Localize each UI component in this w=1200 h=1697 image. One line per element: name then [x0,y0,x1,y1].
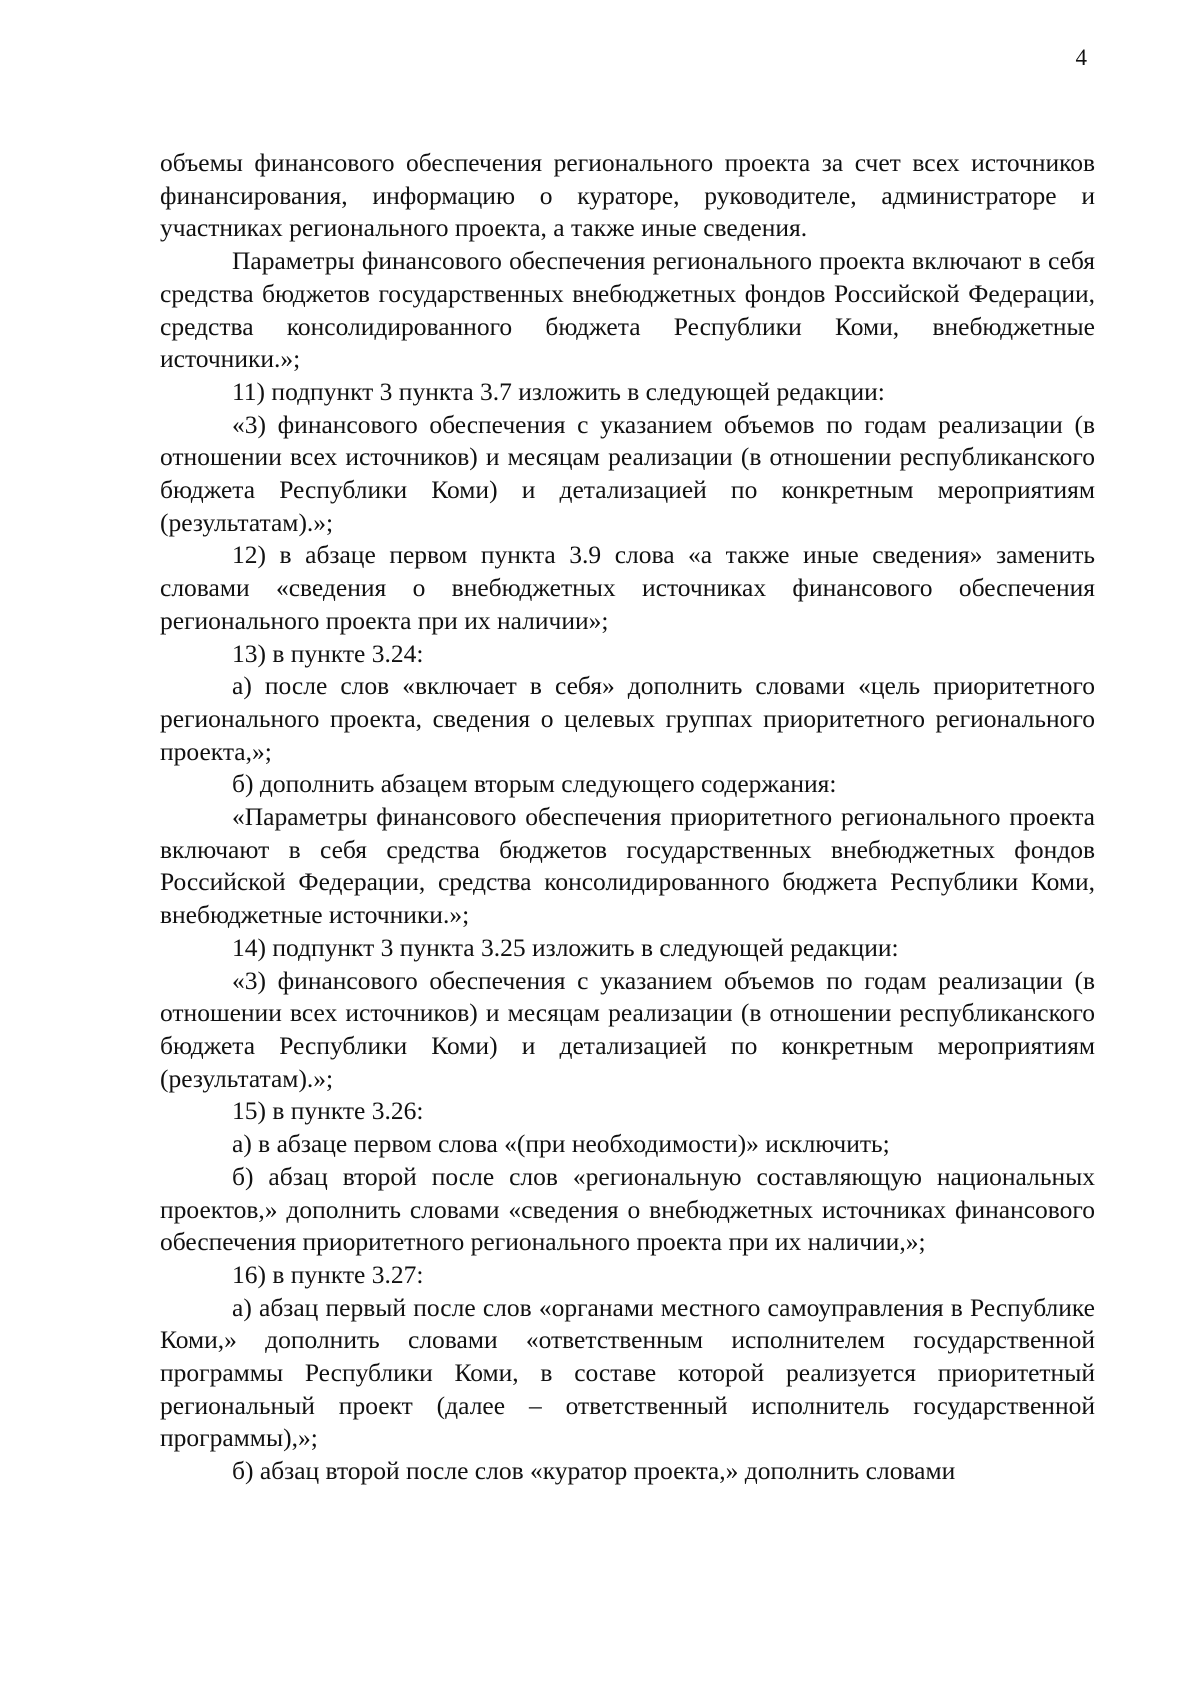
paragraph-item-14: 14) подпункт 3 пункта 3.25 изложить в следующей редакции: [232,932,899,962]
paragraph-item-15-a: а) в абзаце первом слова «(при необходимости)» исключить; [232,1129,890,1159]
paragraph-item-16-a: а) абзац первый после слов «органами местного самоуправления в Республике Коми,» дополнить словами «ответственным исполнителем государственной программы Республики Коми, в составе которой реализуется приоритетный региональный проект (далее – ответственный исполнитель государственной программы),»; [160,1292,1095,1453]
paragraph-item-16: 16) в пункте 3.27: [232,1259,424,1289]
paragraph-item-15-b: б) абзац второй после слов «региональную составляющую национальных проектов,» дополнить словами «сведения о внебюджетных источниках финансового обеспечения приоритетного регионального проекта при их наличии,»; [160,1161,1095,1257]
paragraph-item-13-b: б) дополнить абзацем вторым следующего содержания: [232,769,837,799]
paragraph-item-13-b-text: «Параметры финансового обеспечения приоритетного регионального проекта включают в себя средства бюджетов государственных внебюджетных фондов Российской Федерации, средства консолидированного бюджета Республики Коми, внебюджетные источники.»; [160,802,1095,930]
paragraph-item-13: 13) в пункте 3.24: [232,638,424,668]
paragraph-item-14-text: «3) финансового обеспечения с указанием объемов по годам реализации (в отношении всех источников) и месяцам реализации (в отношении республиканского бюджета Республики Коми) и детализацией по конкретным мероприятиям (результатам).»; [160,965,1095,1093]
paragraph-item-12: 12) в абзаце первом пункта 3.9 слова «а также иные сведения» заменить словами «сведения о внебюджетных источниках финансового обеспечения регионального проекта при их наличии»; [160,540,1095,635]
paragraph-item-16-b: б) абзац второй после слов «куратор проекта,» дополнить словами [232,1456,956,1486]
paragraph-item-11: 11) подпункт 3 пункта 3.7 изложить в следующей редакции: [232,376,885,406]
paragraph-financing-parameters: Параметры финансового обеспечения регионального проекта включают в себя средства бюджетов государственных внебюджетных фондов Российской Федерации, средства консолидированного бюджета Республики Коми, внебюджетные источники.»; [160,246,1095,374]
paragraph-item-15: 15) в пункте 3.26: [232,1096,424,1126]
paragraph-item-11-text: «3) финансового обеспечения с указанием объемов по годам реализации (в отношении всех источников) и месяцам реализации (в отношении республиканского бюджета Республики Коми) и детализацией по конкретным мероприятиям (результатам).»; [160,409,1095,537]
paragraph-item-13-a: а) после слов «включает в себя» дополнить словами «цель приоритетного регионального проекта, сведения о целевых группах приоритетного регионального проекта,»; [160,671,1095,766]
page-number: 4 [1075,45,1087,70]
paragraph-continuation: объемы финансового обеспечения регионального проекта за счет всех источников финансирования, информацию о кураторе, руководителе, администраторе и участниках регионального проекта, а также иные сведения. [160,148,1095,243]
document-body [160,147,1095,1488]
